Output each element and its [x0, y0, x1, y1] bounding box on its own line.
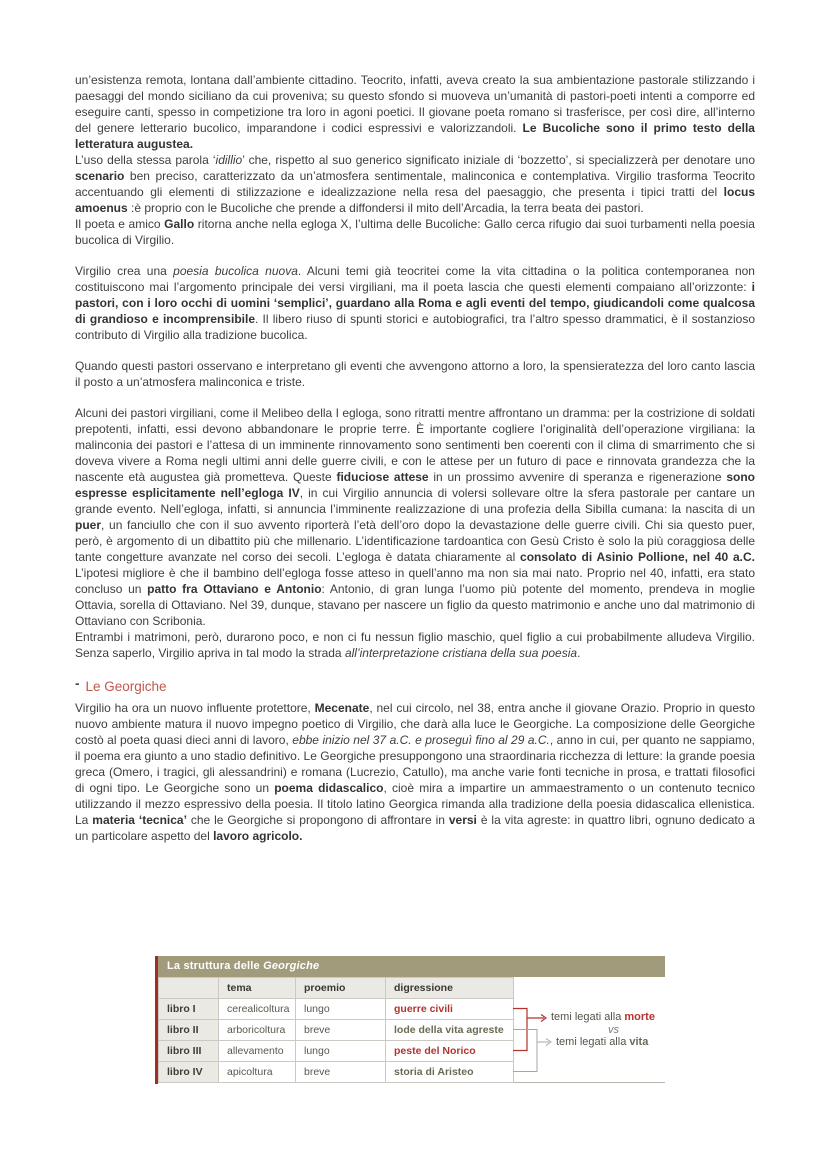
text-run: in un prossimo avvenire di speranza e rigenerazione: [428, 470, 727, 484]
text-run: ebbe inizio nel 37 a.C. e proseguì fino al 29 a.C.: [292, 733, 550, 747]
text-run: Gallo: [164, 217, 195, 231]
row-label: libro II: [159, 1020, 219, 1041]
text-run: scenario: [75, 169, 125, 183]
text-run: puer: [75, 518, 102, 532]
gray-bracket: [513, 1030, 537, 1072]
text-run: un’esistenza remota, lontana dall’ambiente cittadino. Teocrito, infatti, aveva creato la sua ambientazione pastorale stilizzando i paesaggi del mondo siciliano da cui proveniva; su questo sfondo si muoveva un’umanità di pastori-poeti intenti a comporre ed eseguire canti, spesso in competizione tra loro in agoni poetici. Il giovane poeta romano si trasferisce, per così dire, all’interno del genere letterario bucolico, imparandone i codici espressivi e valorizzandoli.: [75, 73, 755, 135]
text-run: : Antonio, di gran lunga l’uomo più potente del momento, prendeva in moglie Ottavia, sorella di Ottaviano. Nel 39, dunque, stavano per nascere un figlio da questo matrimonio e anche uno dal matrimonio di Ottaviano con Scribonia.: [75, 582, 755, 628]
table-row: [159, 1062, 514, 1083]
cell-proemio: lungo: [296, 999, 386, 1020]
annotation-vita: [556, 1036, 648, 1049]
cell-digressione: lode della vita agreste: [386, 1020, 514, 1041]
row-label: libro I: [159, 999, 219, 1020]
text-run: Il poeta e amico: [75, 217, 165, 231]
text-run: Virgilio ha ora un nuovo influente protettore,: [75, 701, 315, 715]
column-header-digressione: digressione: [386, 978, 514, 999]
figure-title-prefix: La struttura delle: [167, 960, 264, 972]
text-run: Quando questi pastori osservano e interpretano gli eventi che avvengono attorno a loro, la spensieratezza del loro canto lascia il posto a un’atmosfera malinconica e triste.: [75, 359, 755, 389]
section-heading-label: Le Georgiche: [85, 679, 167, 694]
gray-arrowhead-icon: [546, 1039, 551, 1046]
cell-proemio: breve: [296, 1062, 386, 1083]
table-header-row: [159, 978, 514, 999]
georgiche-table: [158, 977, 514, 1083]
section-heading: [75, 676, 755, 695]
annotation-vita-keyword: vita: [629, 1036, 649, 1048]
text-run: . Alcuni temi già teocritei come la vita cittadina o la politica contemporanea non costituiscono mai l’argomento principale dei versi virgiliani, ma il poeta lascia che questi elementi compaiano all’orizzonte:: [75, 264, 755, 294]
text-run: L’ipotesi migliore è che il bambino dell’egloga fosse atteso in quell’anno ma non sia mai nato. Proprio nel 40, infatti, era stato concluso un: [75, 566, 755, 596]
text-paragraph: [75, 216, 755, 248]
column-header-proemio: proemio: [296, 978, 386, 999]
text-run: patto fra Ottaviano e Antonio: [147, 582, 322, 596]
cell-digressione: storia di Aristeo: [386, 1062, 514, 1083]
text-paragraph: [75, 72, 755, 152]
text-run: ritorna anche nella egloga X, l’ultima delle Bucoliche: Gallo cerca rifugio dai suoi turbamenti nella poesia bucolica di Virgilio.: [75, 217, 755, 247]
column-header-tema: tema: [219, 978, 296, 999]
text-run: ben preciso, caratterizzato da un’atmosfera sentimentale, malinconica e contemplativa. Virgilio trasforma Teocrito accentuando gli elementi di stilizzazione e idealizzazione nella resa del paesaggio, che presenta i tipici tratti del: [75, 169, 755, 199]
red-bracket: [513, 1009, 527, 1051]
table-row: [159, 1041, 514, 1062]
annotation-vita-prefix: temi legati alla: [556, 1036, 630, 1048]
text-run: che le Georgiche si propongono di affrontare in: [186, 813, 449, 827]
text-paragraph: [75, 700, 755, 844]
text-run: , in cui Virgilio annuncia di volersi sollevare oltre la sfera pastorale per cantare un grande evento. Nell’egloga, infatti, si annuncia l’imminente realizzazione di una profezia della Sibilla cumana: la nascita di un: [75, 486, 755, 516]
cell-tema: cerealicoltura: [219, 999, 296, 1020]
text-run: , nel cui circolo, nel 38, entra anche il giovane Orazio. Proprio in questo nuovo ambiente matura il nuovo impegno poetico di Virgilio, che darà alla luce le Georgiche. La composizione delle Georgiche costò al poeta quasi dieci anni di lavoro,: [75, 701, 755, 747]
row-label: libro III: [159, 1041, 219, 1062]
table-corner-cell: [159, 978, 219, 999]
text-run: L’uso della stessa parola ‘: [75, 153, 216, 167]
text-run: , cioè mira a impartire un ammaestramento o un contenuto tecnico utilizzando il mezzo espressivo della poesia. Il titolo latino Georgica rimanda alla tradizione della poesia didascalica ellenistica. La: [75, 781, 755, 827]
annotation-vs: vs: [608, 1024, 619, 1036]
cell-digressione: guerre civili: [386, 999, 514, 1020]
cell-proemio: breve: [296, 1020, 386, 1041]
text-paragraph: [75, 405, 755, 629]
text-run: lavoro agricolo.: [213, 829, 303, 843]
text-paragraph: [75, 629, 755, 661]
text-run: sono espresse esplicitamente nell’egloga IV: [75, 470, 756, 500]
text-run: poesia bucolica nuova: [173, 264, 298, 278]
cell-tema: arboricoltura: [219, 1020, 296, 1041]
text-run: consolato di Asinio Pollione, nel 40 a.C.: [520, 550, 755, 564]
text-run: ’ che, rispetto al suo generico significato iniziale di ‘bozzetto’, si specializzerà per denotare uno: [242, 153, 755, 167]
text-run: . Il libero riuso di spunti storici e autobiografici, tra l’altro spesso drammatici, è il sostanzioso contributo di Virgilio alla tradizione bucolica.: [75, 312, 755, 342]
annotation-morte-keyword: morte: [624, 1011, 655, 1023]
figure-title-italic: Georgiche: [263, 960, 320, 972]
text-run: , un fanciullo che con il suo avvento riporterà l’età dell’oro dopo la devastazione delle guerre civili. Chi sia questo puer, però, è argomento di un dibattito più che millenario. L’identificazione tardoantica con Gesù Cristo è solo la più coraggiosa delle tante congetture avanzate nel corso dei secoli. L’egloga è datata chiaramente al: [75, 518, 755, 564]
text-run: fiduciose attese: [336, 470, 429, 484]
text-run: è la vita agreste: in quattro libri, ognuno dedicato a un particolare aspetto del: [75, 813, 755, 843]
text-run: Mecenate: [314, 701, 370, 715]
annotation-morte-prefix: temi legati alla: [551, 1011, 625, 1023]
text-run: , anno in cui, per quanto ne sappiamo, il poema era giunto a uno stadio definitivo. Le Georgiche presuppongono una straordinaria ricchezza di letture: la grande poesia greca (Omero, i tragici, gli alessandrini) e romana (Lucrezio, Catullo), ma anche varie fonti tecniche in prosa, e trattati filosofici di ogni tipo. Le Georgiche sono un: [75, 733, 756, 795]
text-paragraph: [75, 263, 755, 343]
annotation-morte: [551, 1011, 655, 1024]
cell-proemio: lungo: [296, 1041, 386, 1062]
body-text: [75, 72, 755, 844]
figure-title-band: [158, 956, 665, 977]
text-run: idillio: [215, 153, 243, 167]
cell-digressione: peste del Norico: [386, 1041, 514, 1062]
text-run: Virgilio crea una: [75, 264, 174, 278]
text-run: versi: [448, 813, 477, 827]
red-arrowhead-icon: [541, 1015, 546, 1022]
cell-tema: apicoltura: [219, 1062, 296, 1083]
text-run: i pastori, con i loro occhi di uomini ‘semplici’, guardano alla Roma e agli eventi del tempo, giudicandoli come qualcosa di grandioso e incomprensibile: [75, 280, 755, 326]
text-run: poema didascalico: [274, 781, 384, 795]
text-paragraph: [75, 152, 755, 216]
text-run: materia ‘tecnica’: [92, 813, 187, 827]
text-run: all’interpretazione cristiana della sua poesia: [344, 646, 578, 660]
text-run: locus amoenus: [75, 185, 755, 215]
georgiche-structure-figure: [158, 956, 665, 1083]
text-run: Le Bucoliche sono il primo testo della letteratura augustea.: [75, 121, 755, 151]
row-label: libro IV: [159, 1062, 219, 1083]
cell-tema: allevamento: [219, 1041, 296, 1062]
text-run: .: [577, 646, 581, 660]
text-paragraph: [75, 358, 755, 390]
text-run: Entrambi i matrimoni, però, durarono poco, e non ci fu nessun figlio maschio, quel figlio a cui probabilmente alludeva Virgilio. Senza saperlo, Virgilio apriva in tal modo la strada: [75, 630, 755, 660]
text-run: Alcuni dei pastori virgiliani, come il Melibeo della I egloga, sono ritratti mentre affrontano un dramma: per la costrizione di soldati prepotenti, infatti, essi devono abbandonare le proprie terre. È importante cogliere l’originalità dell’operazione virgiliana: la malinconia dei pastori e l’attesa di un imminente rinnovamento sono sentimenti ben coerenti con il clima di smarrimento che si doveva vivere a Roma negli ultimi anni delle guerre civili, e con le attese per un futuro di pace e rinnovata grandezza che la nascente età augustea già prometteva. Queste: [75, 406, 755, 484]
table-row: [159, 999, 514, 1020]
text-run: :è proprio con le Bucoliche che prende a diffondersi il mito dell’Arcadia, la terra beata dei pastori.: [127, 201, 644, 215]
heading-dash-marker: -: [75, 676, 80, 691]
table-row: [159, 1020, 514, 1041]
